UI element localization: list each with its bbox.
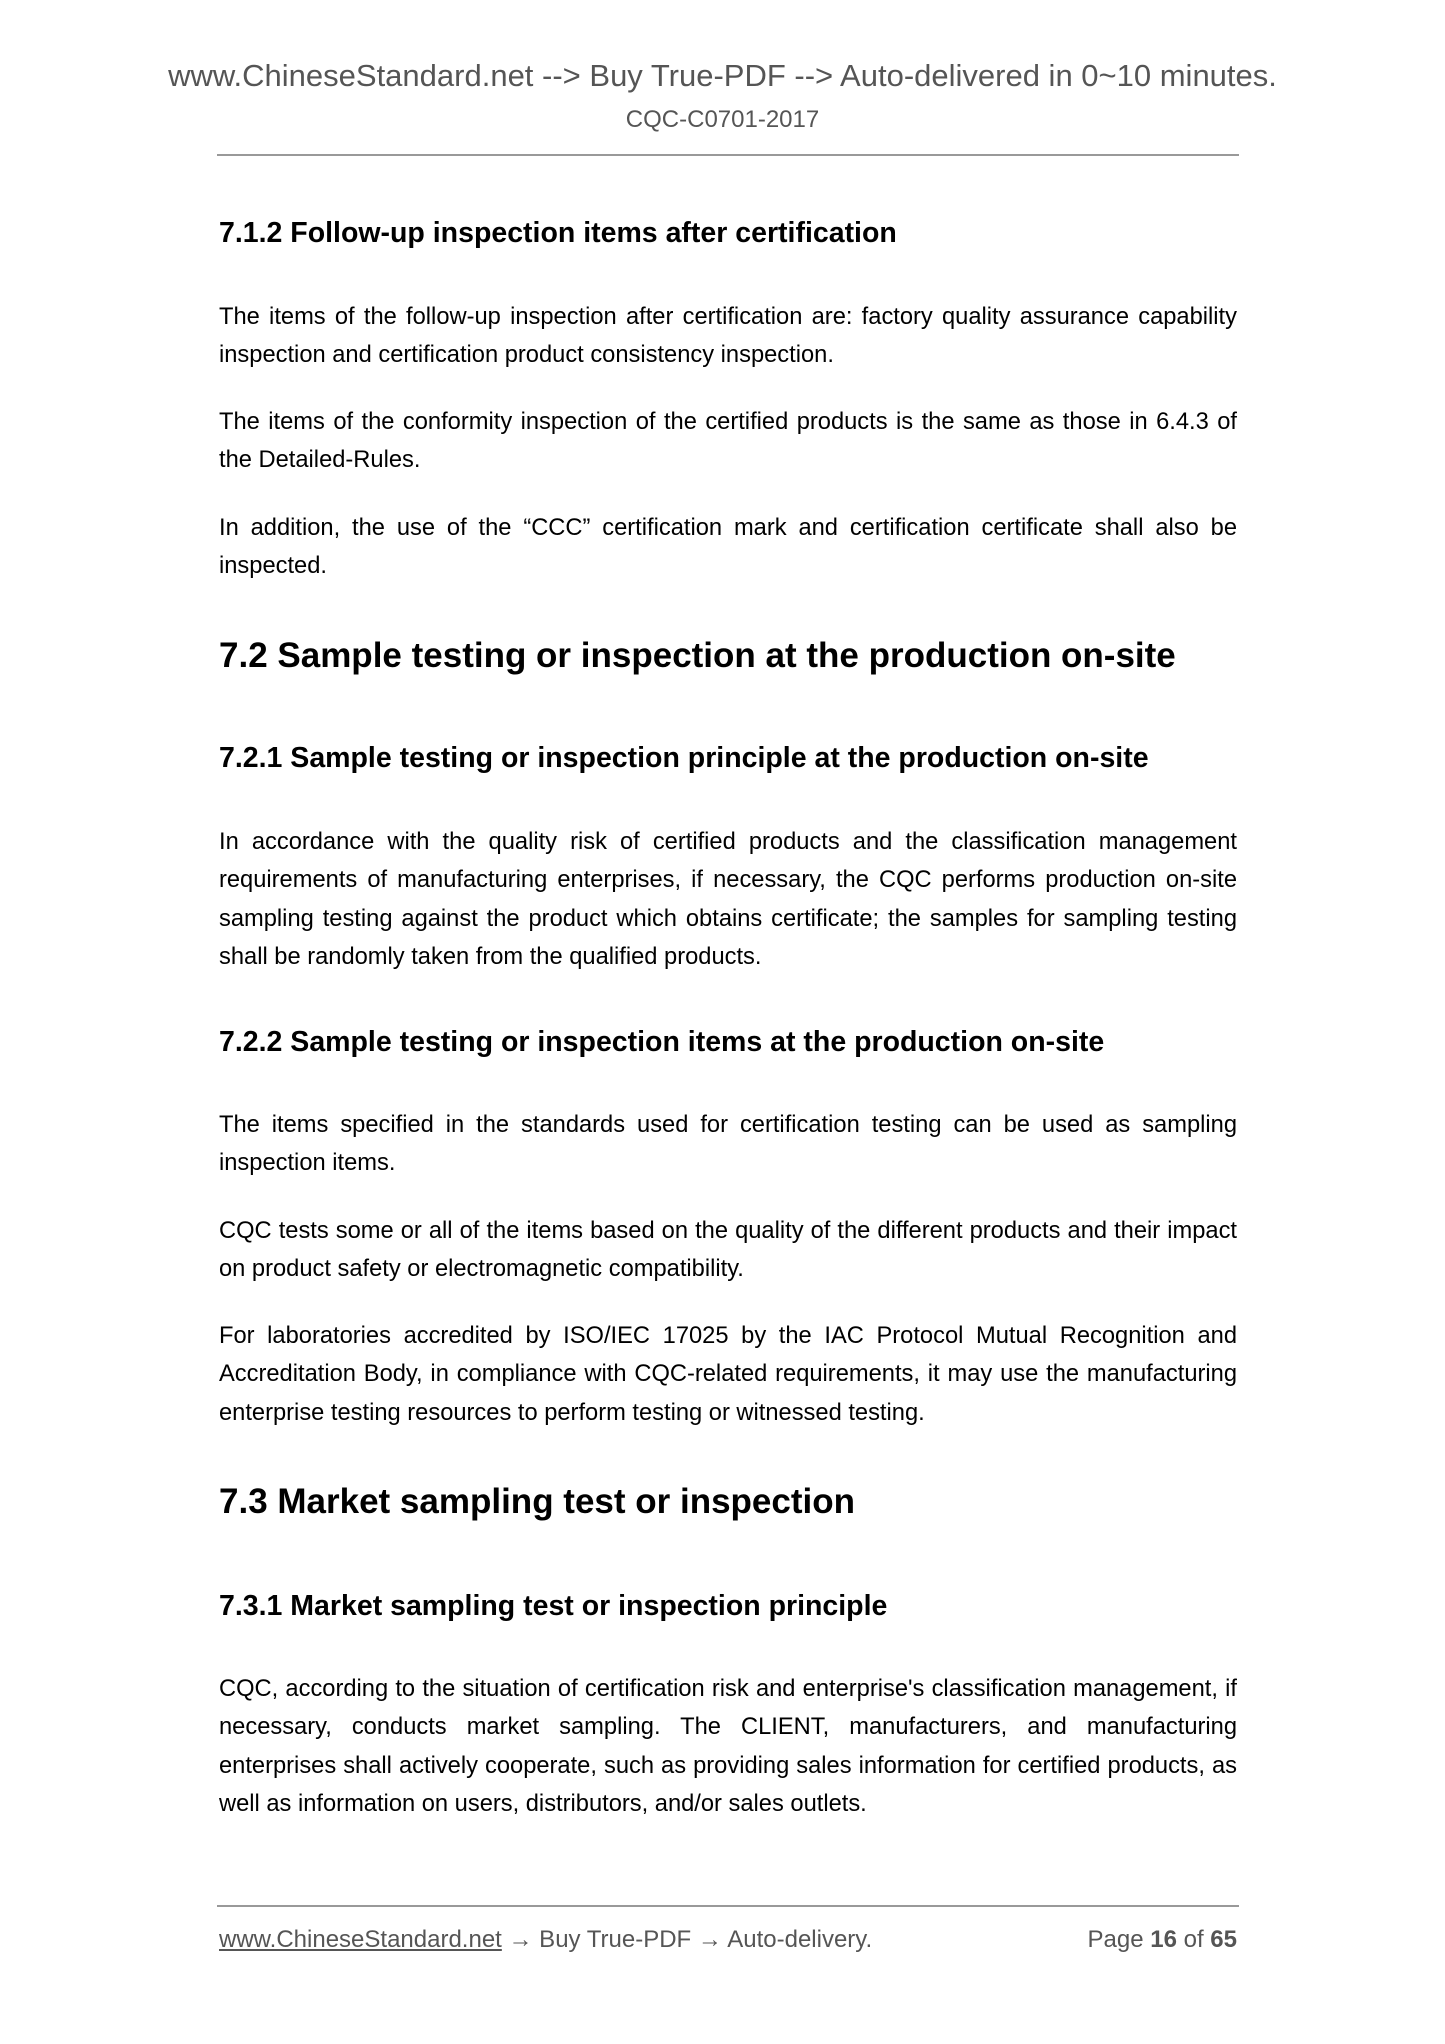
heading-7-3: 7.3 Market sampling test or inspection xyxy=(219,1482,855,1521)
footer-text: → Buy True-PDF → Auto-delivery. xyxy=(501,1926,873,1953)
page-total: 65 xyxy=(1210,1926,1237,1953)
heading-7-2-1: 7.2.1 Sample testing or inspection principle at the production on-site xyxy=(219,742,1149,774)
footer xyxy=(219,1926,1237,1954)
document-code: CQC-C0701-2017 xyxy=(625,106,820,133)
heading-7-2-2: 7.2.2 Sample testing or inspection items at the production on-site xyxy=(219,1026,1105,1058)
paragraph: In addition, the use of the “CCC” certification mark and certification certificate shall also be inspected. xyxy=(219,515,1237,580)
paragraph: The items of the conformity inspection of the certified products is the same as those in 6.4.3 of the Detailed-Rules. xyxy=(219,409,1237,474)
paragraph: The items of the follow-up inspection after certification are: factory quality assurance capability inspection and certification product consistency inspection. xyxy=(219,304,1237,369)
heading-7-3-1: 7.3.1 Market sampling test or inspection principle xyxy=(219,1590,888,1622)
page-number: 16 xyxy=(1150,1926,1177,1953)
page-label: Page xyxy=(1087,1926,1144,1953)
footer-divider xyxy=(217,1905,1239,1907)
header-divider xyxy=(217,154,1239,156)
page-indicator xyxy=(1088,1926,1238,1954)
paragraph: The items specified in the standards used for certification testing can be used as sampling inspection items. xyxy=(219,1112,1237,1177)
heading-7-2: 7.2 Sample testing or inspection at the production on-site xyxy=(219,636,1176,675)
heading-7-1-2: 7.1.2 Follow-up inspection items after certification xyxy=(219,217,897,249)
of-label: of xyxy=(1183,1926,1204,1953)
paragraph: For laboratories accredited by ISO/IEC 17025 by the IAC Protocol Mutual Recognition and Accreditation Body, in compliance with CQC-related requirements, it may use the manufacturing enterprise testing resources to perform testing or witnessed testing. xyxy=(219,1323,1237,1426)
paragraph: In accordance with the quality risk of certified products and the classification management requirements of manufacturing enterprises, if necessary, the CQC performs production on-site sampling testing against the product which obtains certificate; the samples for sampling testing shall be randomly taken from the qualified products. xyxy=(219,829,1237,970)
footer-link[interactable]: www.ChineseStandard.net xyxy=(219,1926,502,1953)
paragraph: CQC tests some or all of the items based on the quality of the different products and their impact on product safety or electromagnetic compatibility. xyxy=(219,1218,1237,1283)
paragraph: CQC, according to the situation of certification risk and enterprise's classification management, if necessary, conducts market sampling. The CLIENT, manufacturers, and manufacturing enterprises shall actively cooperate, such as providing sales information for certified products, as well as information on users, distributors, and/or sales outlets. xyxy=(219,1676,1237,1817)
footer-left xyxy=(219,1926,872,1954)
header-banner: www.ChineseStandard.net --> Buy True-PDF --> Auto-delivered in 0~10 minutes. xyxy=(168,58,1277,93)
